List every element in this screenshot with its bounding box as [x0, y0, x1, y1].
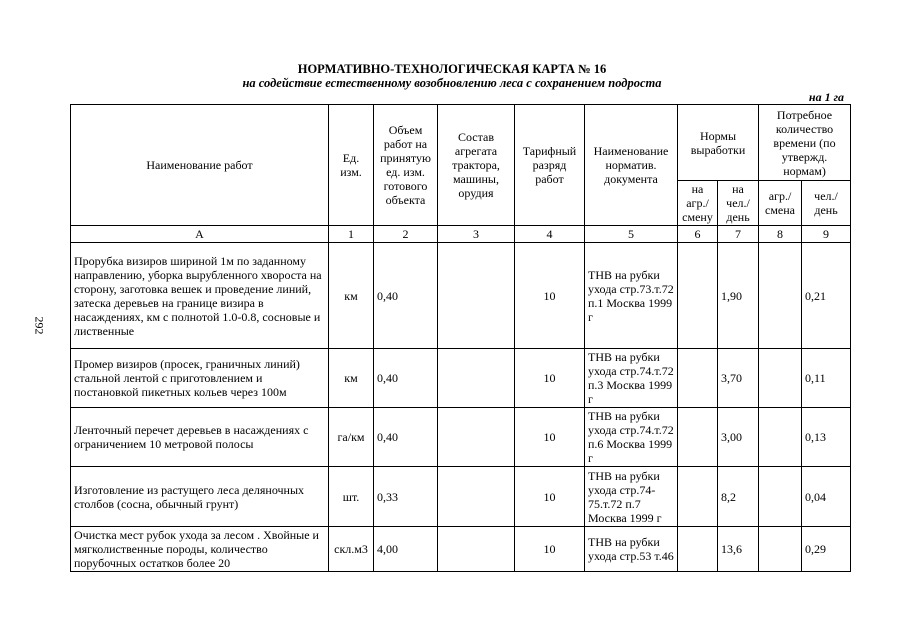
- composition-cell: [438, 349, 515, 408]
- norm-agr-cell: [678, 408, 718, 467]
- time-agr-cell: [759, 408, 802, 467]
- page-number: 292: [32, 316, 47, 335]
- tariff-cell: 10: [515, 349, 585, 408]
- norm-man-cell: 3,70: [718, 349, 759, 408]
- work-name-cell: Ленточный перечет деревьев в насаждениях с ограничением 10 метровой полосы: [71, 408, 329, 467]
- unit-cell: скл.м3: [329, 527, 374, 572]
- time-man-cell: 0,29: [802, 527, 851, 572]
- tariff-cell: 10: [515, 527, 585, 572]
- index-cell: 7: [718, 226, 759, 243]
- header-work-name: Наименование работ: [71, 105, 329, 226]
- table-row: [71, 349, 851, 408]
- index-cell: 6: [678, 226, 718, 243]
- doc-cell: ТНВ на рубки ухода стр.73.т.72 п.1 Москва 1999 г: [585, 243, 678, 349]
- header-norms-man: на чел./ день: [718, 181, 759, 226]
- header-time-agr: агр./ смена: [759, 181, 802, 226]
- table-row: [71, 467, 851, 527]
- work-name-cell: Очистка мест рубок ухода за лесом . Хвойные и мягколиственные породы, количество порубочных остатков более 20: [71, 527, 329, 572]
- norm-man-cell: 1,90: [718, 243, 759, 349]
- volume-cell: 0,40: [374, 408, 438, 467]
- header-tariff: Тарифный разряд работ: [515, 105, 585, 226]
- volume-cell: 0,40: [374, 349, 438, 408]
- doc-cell: ТНВ на рубки ухода стр.74.т.72 п.6 Москва 1999 г: [585, 408, 678, 467]
- work-name-cell: Промер визиров (просек, граничных линий) стальной лентой с приготовлением и постановкой пикетных кольев через 100м: [71, 349, 329, 408]
- table-row: [71, 408, 851, 467]
- time-agr-cell: [759, 349, 802, 408]
- index-cell: 2: [374, 226, 438, 243]
- index-cell: 9: [802, 226, 851, 243]
- header-time-man: чел./ день: [802, 181, 851, 226]
- norms-table: [70, 104, 851, 572]
- work-name-cell: Прорубка визиров шириной 1м по заданному направлению, уборка вырубленного хвороста на сторону, заготовка вешек и проведение линий, затеска деревьев на границе визира в насаждениях, км с полнотой 1.0-0.8, сосновые и лиственные: [71, 243, 329, 349]
- tariff-cell: 10: [515, 243, 585, 349]
- doc-cell: ТНВ на рубки ухода стр.74.т.72 п.3 Москва 1999 г: [585, 349, 678, 408]
- index-cell: 3: [438, 226, 515, 243]
- unit-cell: км: [329, 243, 374, 349]
- norm-agr-cell: [678, 467, 718, 527]
- volume-cell: 0,33: [374, 467, 438, 527]
- unit-cell: км: [329, 349, 374, 408]
- work-name-cell: Изготовление из растущего леса деляночных столбов (сосна, обычный грунт): [71, 467, 329, 527]
- doc-cell: ТНВ на рубки ухода стр.74-75.т.72 п.7 Москва 1999 г: [585, 467, 678, 527]
- composition-cell: [438, 408, 515, 467]
- composition-cell: [438, 467, 515, 527]
- header-volume: Объем работ на принятую ед. изм. готового объекта: [374, 105, 438, 226]
- norm-man-cell: 8,2: [718, 467, 759, 527]
- document-title: НОРМАТИВНО-ТЕХНОЛОГИЧЕСКАЯ КАРТА № 16: [297, 62, 607, 76]
- norm-agr-cell: [678, 527, 718, 572]
- header-time-need: Потребное количество времени (по утвержд. нормам): [759, 105, 851, 181]
- document-subtitle: на содействие естественному возобновлению леса с сохранением подроста: [242, 76, 662, 90]
- norm-man-cell: 3,00: [718, 408, 759, 467]
- header-norms-agr: на агр./ смену: [678, 181, 718, 226]
- table-row: [71, 527, 851, 572]
- doc-cell: ТНВ на рубки ухода стр.53 т.46: [585, 527, 678, 572]
- unit-cell: га/км: [329, 408, 374, 467]
- header-unit-composition: Состав агрегата трактора, машины, орудия: [438, 105, 515, 226]
- tariff-cell: 10: [515, 467, 585, 527]
- time-man-cell: 0,04: [802, 467, 851, 527]
- index-cell: 5: [585, 226, 678, 243]
- time-man-cell: 0,11: [802, 349, 851, 408]
- norm-agr-cell: [678, 243, 718, 349]
- index-cell: 8: [759, 226, 802, 243]
- tariff-cell: 10: [515, 408, 585, 467]
- time-man-cell: 0,21: [802, 243, 851, 349]
- index-row: [71, 226, 851, 243]
- header-doc: Наименование норматив. документа: [585, 105, 678, 226]
- header-unit: Ед. изм.: [329, 105, 374, 226]
- volume-cell: 0,40: [374, 243, 438, 349]
- index-cell: А: [71, 226, 329, 243]
- composition-cell: [438, 243, 515, 349]
- time-man-cell: 0,13: [802, 408, 851, 467]
- time-agr-cell: [759, 467, 802, 527]
- time-agr-cell: [759, 243, 802, 349]
- norm-agr-cell: [678, 349, 718, 408]
- norm-man-cell: 13,6: [718, 527, 759, 572]
- unit-cell: шт.: [329, 467, 374, 527]
- table-row: [71, 243, 851, 349]
- unit-note: на 1 га: [808, 90, 844, 104]
- volume-cell: 4,00: [374, 527, 438, 572]
- header-norms: Нормы выработки: [678, 105, 759, 181]
- composition-cell: [438, 527, 515, 572]
- index-cell: 4: [515, 226, 585, 243]
- time-agr-cell: [759, 527, 802, 572]
- index-cell: 1: [329, 226, 374, 243]
